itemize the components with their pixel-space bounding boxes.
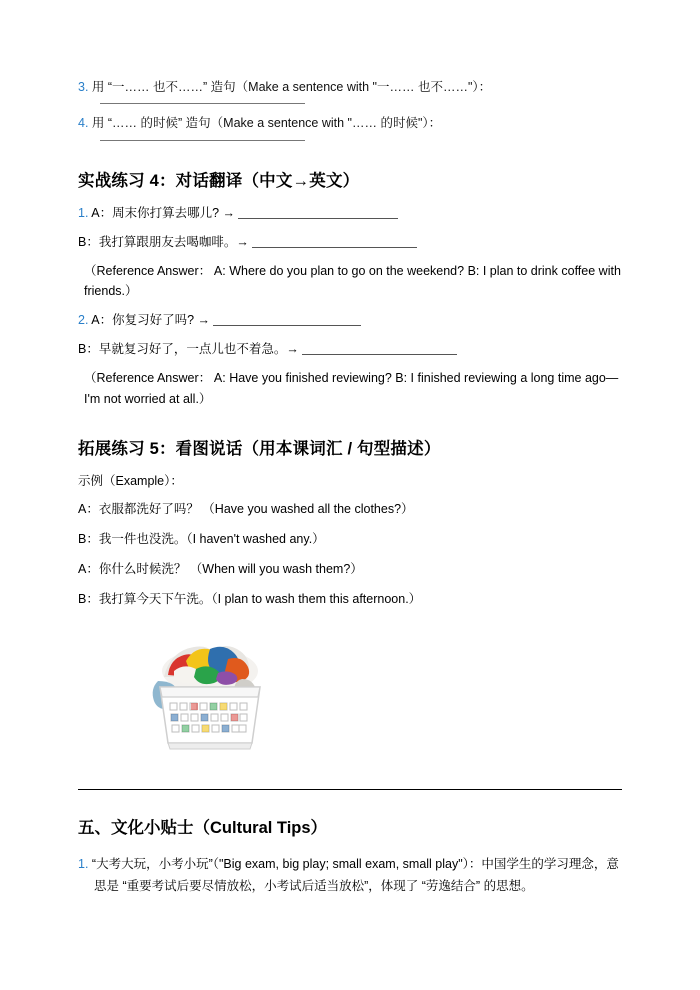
- example-line-1: A：衣服都洗好了吗？ （Have you washed all the clothes?）: [78, 501, 414, 516]
- dialogue-1-question-b: [78, 232, 622, 252]
- answer-blank[interactable]: [252, 235, 417, 248]
- dialogue-2-a-text: A：你复习好了吗? →: [91, 313, 210, 328]
- dialogue-2-number: 2.: [78, 313, 89, 328]
- answer-blank[interactable]: [213, 313, 361, 326]
- cultural-tip-1: [78, 854, 622, 898]
- exercise-item-4-body: 用 “…… 的时候” 造句（Make a sentence with "…… 的时候"）：: [91, 116, 442, 131]
- answer-blank[interactable]: [100, 103, 305, 104]
- exercise-item-3: [78, 78, 622, 104]
- dialogue-1-a-text: A：周末你打算去哪儿? →: [91, 205, 235, 220]
- exercise-item-3-text: [78, 78, 622, 97]
- answer-blank[interactable]: [302, 342, 457, 355]
- dialogue-2-reference-answer: （Reference Answer： A: Have you finished reviewing? B: I finished reviewing a long time ago—I'm not worried at all.）: [84, 371, 619, 406]
- exercise-item-4-number: 4.: [78, 116, 89, 131]
- section-heading-practice-4: 实战练习 4：对话翻译（中文→英文）: [78, 171, 360, 190]
- exercise-item-3-body: 用 “一…… 也不……” 造句（Make a sentence with "一…… 也不……"）：: [91, 80, 492, 94]
- answer-blank[interactable]: [238, 206, 398, 219]
- exercise-item-4-text: [78, 114, 622, 133]
- dialogue-1-reference-answer: （Reference Answer： A: Where do you plan to go on the weekend? B: I plan to drink coffee with friends.）: [84, 263, 621, 298]
- exercise-item-3-number: 3.: [78, 80, 89, 94]
- section-heading-cultural-tips: 五、文化小贴士（Cultural Tips）: [78, 818, 328, 837]
- example-label: 示例（Example）：: [78, 473, 183, 488]
- section-divider: [78, 789, 622, 790]
- dialogue-1-question-a: [78, 203, 622, 223]
- section-heading-practice-5: 拓展练习 5：看图说话（用本课词汇 / 句型描述）: [78, 439, 441, 458]
- laundry-basket-illustration: [130, 625, 290, 755]
- cultural-tip-1-number: 1.: [78, 856, 89, 871]
- example-line-2: B：我一件也没洗。（I haven't washed any.）: [78, 531, 325, 546]
- laundry-basket-icon: [130, 625, 290, 755]
- dialogue-2-question-a: [78, 310, 622, 330]
- dialogue-2-question-b: [78, 339, 622, 359]
- exercise-item-4: [78, 114, 622, 140]
- example-line-3: A：你什么时候洗？ （When will you wash them?）: [78, 561, 363, 576]
- answer-blank[interactable]: [100, 140, 305, 141]
- example-line-4: B：我打算今天下午洗。（I plan to wash them this afternoon.）: [78, 591, 422, 606]
- dialogue-1-b-text: B：我打算跟朋友去喝咖啡。→: [78, 234, 249, 249]
- dialogue-1-number: 1.: [78, 205, 89, 220]
- dialogue-2-b-text: B：早就复习好了，一点儿也不着急。→: [78, 342, 299, 357]
- cultural-tip-1-text: “大考大玩，小考小玩”（"Big exam, big play; small exam, small play"）：中国学生的学习理念，意思是 “重要考试后要尽情放松，小考试后适当放松”，体现了 “劳逸结合” 的思想。: [91, 856, 619, 893]
- page-content: [78, 78, 622, 898]
